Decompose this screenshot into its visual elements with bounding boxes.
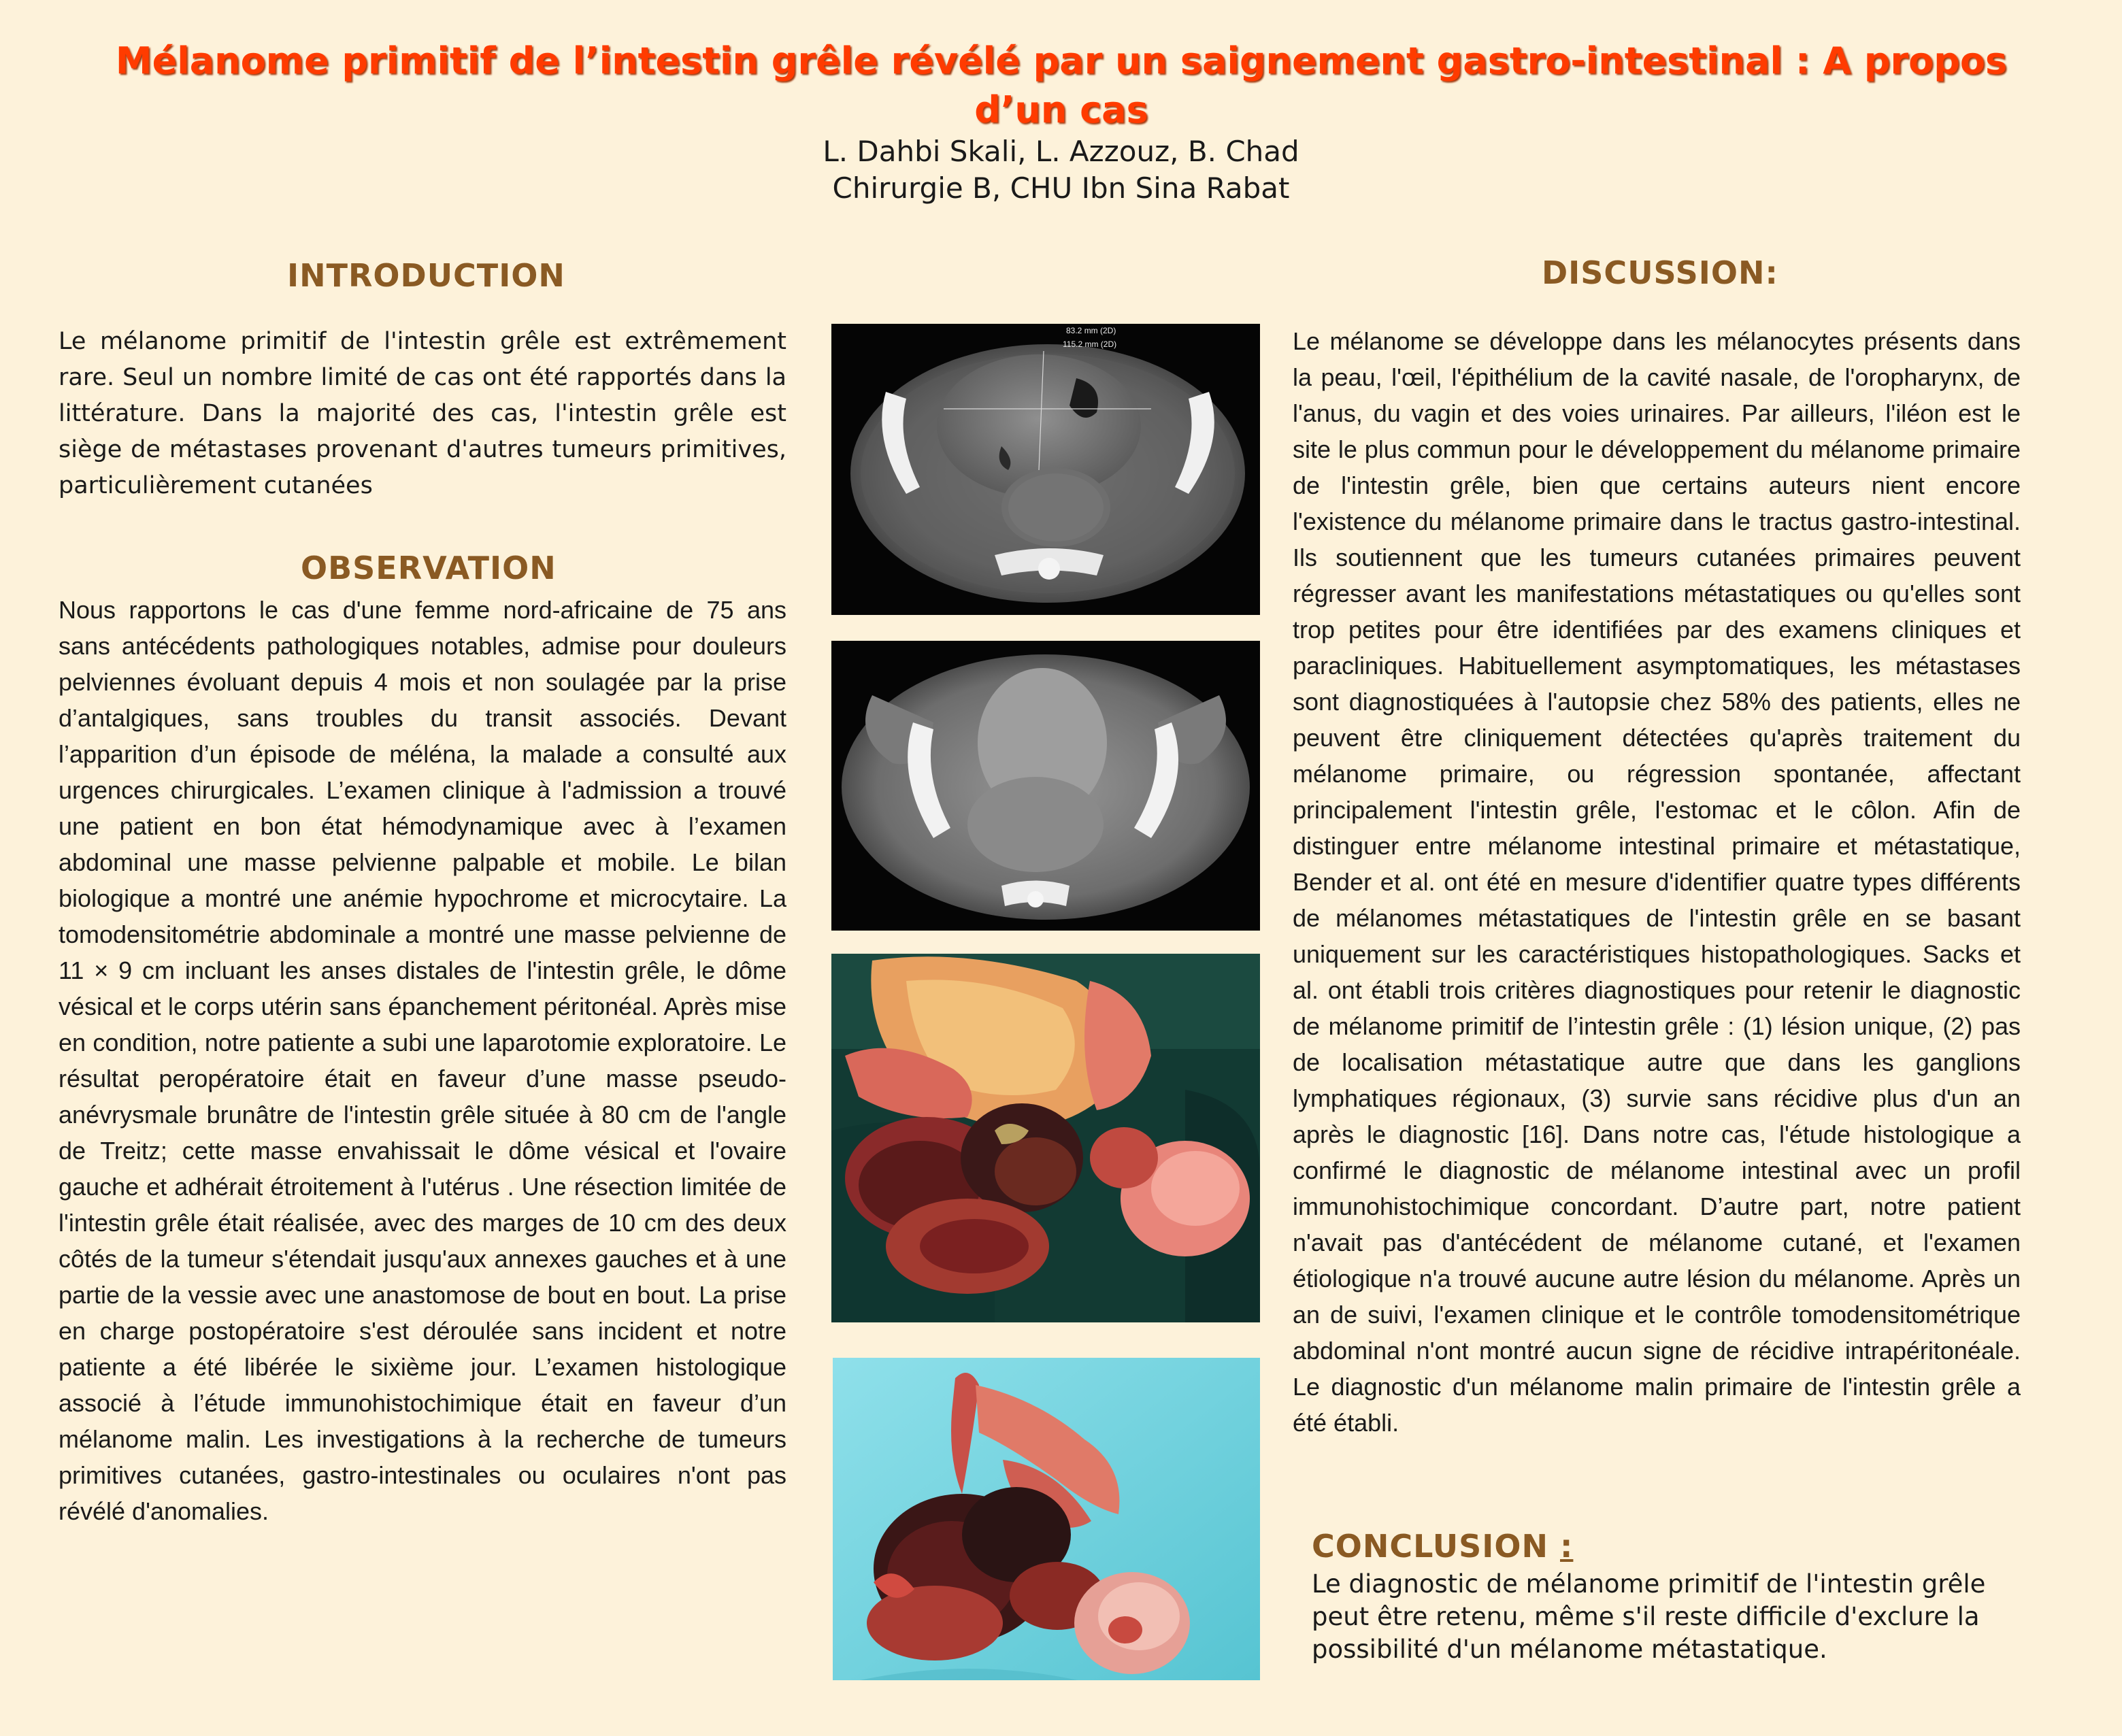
- conclusion-text: Le diagnostic de mélanome primitif de l'intestin grêle peut être retenu, même s'il reste difficile d'exclure la possibilité d'un mélanome métastatique.: [1312, 1569, 1986, 1664]
- introduction-text: Le mélanome primitif de l'intestin grêle est extrêmement rare. Seul un nombre limité de cas ont été rapportés dans la littérature. Dans la majorité des cas, l'intestin grêle est siège de métastases provenant d'autres tumeurs primitives, particulièrement cutanées: [59, 328, 786, 499]
- conclusion-heading-label: CONCLUSION: [1312, 1528, 1548, 1565]
- ct-scan-image-2: [831, 641, 1260, 931]
- surgical-photo-2: [833, 1358, 1260, 1680]
- discussion-text: Le mélanome se développe dans les mélanocytes présents dans la peau, l'œil, l'épithélium de la cavité nasale, de l'oropharynx, de l'anus, du vagin et des voies urinaires. Par ailleurs, l'iléon est le site le plus commun pour le développement du mélanome primaire de l'intestin grêle, bien que certains auteurs nient encore l'existence du mélanome primaire dans le tractus gastro-intestinal. Ils soutiennent que les tumeurs cutanées primaires peuvent régresser avant les manifestations métastatiques ou qu'elles sont trop petites pour être identifiées par des examens cliniques et paracliniques. Habituellement asymptomatiques, les métastases sont diagnostiquées à l'autopsie chez 58% des patients, elles ne peuvent être cliniquement détectées qu'après traitement du mélanome primaire, ou régression spontanée, affectant principalement l'intestin grêle, l'estomac et le côlon. Afin de distinguer entre mélanome intestinal primaire et métastatique, Bender et al. ont été en mesure d'identifier quatre types différents de mélanomes métastatiques de l'intestin grêle en se basant uniquement sur les caractéristiques histopathologiques. Sacks et al. ont établi trois critères diagnostiques pour retenir le diagnostic de mélanome primitif de l’intestin grêle : (1) lésion unique, (2) pas de localisation métastatique autre que dans les ganglions lymphatiques régionaux, (3) survie sans récidive plus d'un an après le diagnostic [16]. Dans notre cas, l'étude histologique a confirmé le diagnostic de mélanome intestinal avec un profil immunohistochimique concordant. D’autre part, notre patient n'avait pas d'antécédent de mélanome cutané, et l'examen étiologique n'a trouvé aucune autre lésion du mélanome. Après un an de suivi, l'examen clinique et le contrôle tomodensitométrique abdominal n'ont montré aucun signe de récidive intrapéritonéale. Le diagnostic d'un mélanome malin primaire de l'intestin grêle a été établi.: [1293, 327, 2021, 1437]
- ct-scan-image-1: [831, 324, 1260, 615]
- discussion-heading: DISCUSSION:: [1542, 254, 1778, 291]
- introduction-heading: INTRODUCTION: [287, 257, 565, 294]
- conclusion-heading: [1312, 1528, 1573, 1565]
- conclusion-heading-colon: :: [1560, 1528, 1574, 1565]
- observation-text: Nous rapportons le cas d'une femme nord-africaine de 75 ans sans antécédents pathologiques notables, admise pour douleurs pelviennes évoluant depuis 4 mois et non soulagée par la prise d’antalgiques, sans troubles du transit associés. Devant l’apparition d’un épisode de méléna, la malade a consulté aux urgences chirurgicales. L’examen clinique à l'admission a trouvé une patient en bon état hémodynamique avec à l’examen abdominal une masse pelvienne palpable et mobile. Le bilan biologique a montré une anémie hypochrome et microcytaire. La tomodensitométrie abdominale a montré une masse pelvienne de 11 × 9 cm incluant les anses distales de l'intestin grêle, le dôme vésical et le corps utérin sans épanchement péritonéal. Après mise en condition, notre patiente a subi une laparotomie exploratoire. Le résultat peropératoire était en faveur d’une masse pseudo-anévrysmale brunâtre de l'intestin grêle située à 80 cm de l'angle de Treitz; cette masse envahissait le dôme vésical et l'ovaire gauche et adhérait étroitement à l'utérus . Une résection limitée de l'intestin grêle était réalisée, avec des marges de 10 cm des deux côtés de la tumeur s'étendait jusqu'aux annexes gauches et à une partie de la vessie avec une anastomose de bout en bout. La prise en charge postopératoire s'est déroulée sans incident et notre patiente a été libérée le sixième jour. L’examen histologique associé à l’étude immunohistochimique était en faveur d’un mélanome malin. Les investigations à la recherche de tumeurs primitives cutanées, gastro-intestinales ou oculaires n'ont pas révélé d'anomalies.: [59, 596, 786, 1525]
- ct-measure-label-2: 115.2 mm (2D): [1063, 339, 1117, 349]
- surgical-photo-1: [831, 954, 1260, 1322]
- poster-title: Mélanome primitif de l’intestin grêle révélé par un saignement gastro-intestinal : A propos d’un cas: [115, 39, 2008, 131]
- authors: L. Dahbi Skali, L. Azzouz, B. Chad: [823, 135, 1299, 168]
- observation-heading: OBSERVATION: [301, 550, 557, 586]
- affiliation: Chirurgie B, CHU Ibn Sina Rabat: [832, 171, 1290, 205]
- ct-measure-label-1: 83.2 mm (2D): [1066, 326, 1116, 335]
